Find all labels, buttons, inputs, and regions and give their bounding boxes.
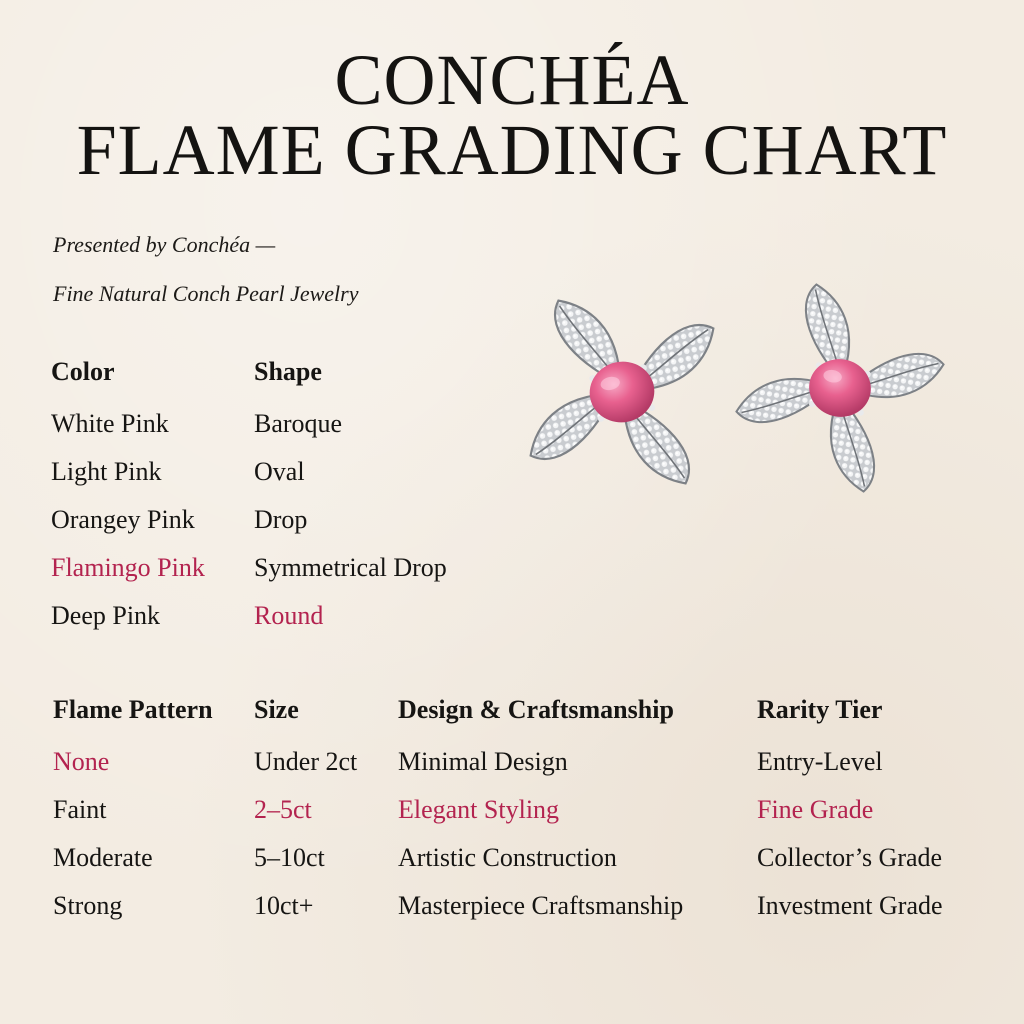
flame-pattern-column: [53, 686, 213, 930]
size-column: [254, 686, 357, 930]
rarity-column: [757, 686, 943, 930]
subtitle-tagline: Fine Natural Conch Pearl Jewelry: [53, 281, 359, 306]
design-item: Masterpiece Craftsmanship: [398, 891, 684, 920]
size-item: 5–10ct: [254, 843, 325, 872]
flame-pattern-header: Flame Pattern: [53, 695, 213, 724]
shape-item: Oval: [254, 457, 305, 486]
rarity-item: Collector’s Grade: [757, 843, 943, 872]
flame-item: Faint: [53, 795, 107, 824]
rarity-item: Investment Grade: [757, 891, 943, 920]
color-item: Deep Pink: [51, 601, 161, 630]
color-header: Color: [51, 357, 115, 386]
color-item: White Pink: [51, 409, 169, 438]
size-header: Size: [254, 695, 299, 724]
shape-item: Symmetrical Drop: [254, 553, 447, 582]
shape-header: Shape: [254, 357, 322, 386]
rarity-item: Entry-Level: [757, 747, 883, 776]
design-item: Artistic Construction: [398, 843, 617, 872]
color-item: Orangey Pink: [51, 505, 195, 534]
size-item: Under 2ct: [254, 747, 358, 776]
shape-item: Drop: [254, 505, 308, 534]
size-item: 10ct+: [254, 891, 314, 920]
earrings-icon: [510, 282, 980, 502]
color-item: Light Pink: [51, 457, 162, 486]
title-chart: FLAME GRADING CHART: [76, 110, 948, 190]
color-column: [51, 348, 205, 640]
subtitle-presented-by: Presented by Conchéa —: [53, 232, 276, 257]
flame-item-highlighted: None: [53, 747, 110, 776]
flame-item: Moderate: [53, 843, 153, 872]
shape-item: Baroque: [254, 409, 343, 438]
design-column: [398, 686, 683, 930]
color-item-highlighted: Flamingo Pink: [51, 553, 205, 582]
shape-column: [254, 348, 447, 640]
title-brand: CONCHÉA: [334, 40, 690, 120]
design-item-highlighted: Elegant Styling: [398, 795, 560, 824]
rarity-header: Rarity Tier: [757, 695, 883, 724]
design-header: Design & Craftsmanship: [398, 695, 674, 724]
size-item-highlighted: 2–5ct: [254, 795, 312, 824]
flame-item: Strong: [53, 891, 123, 920]
rarity-item-highlighted: Fine Grade: [757, 795, 874, 824]
shape-item-highlighted: Round: [254, 601, 324, 630]
design-item: Minimal Design: [398, 747, 568, 776]
